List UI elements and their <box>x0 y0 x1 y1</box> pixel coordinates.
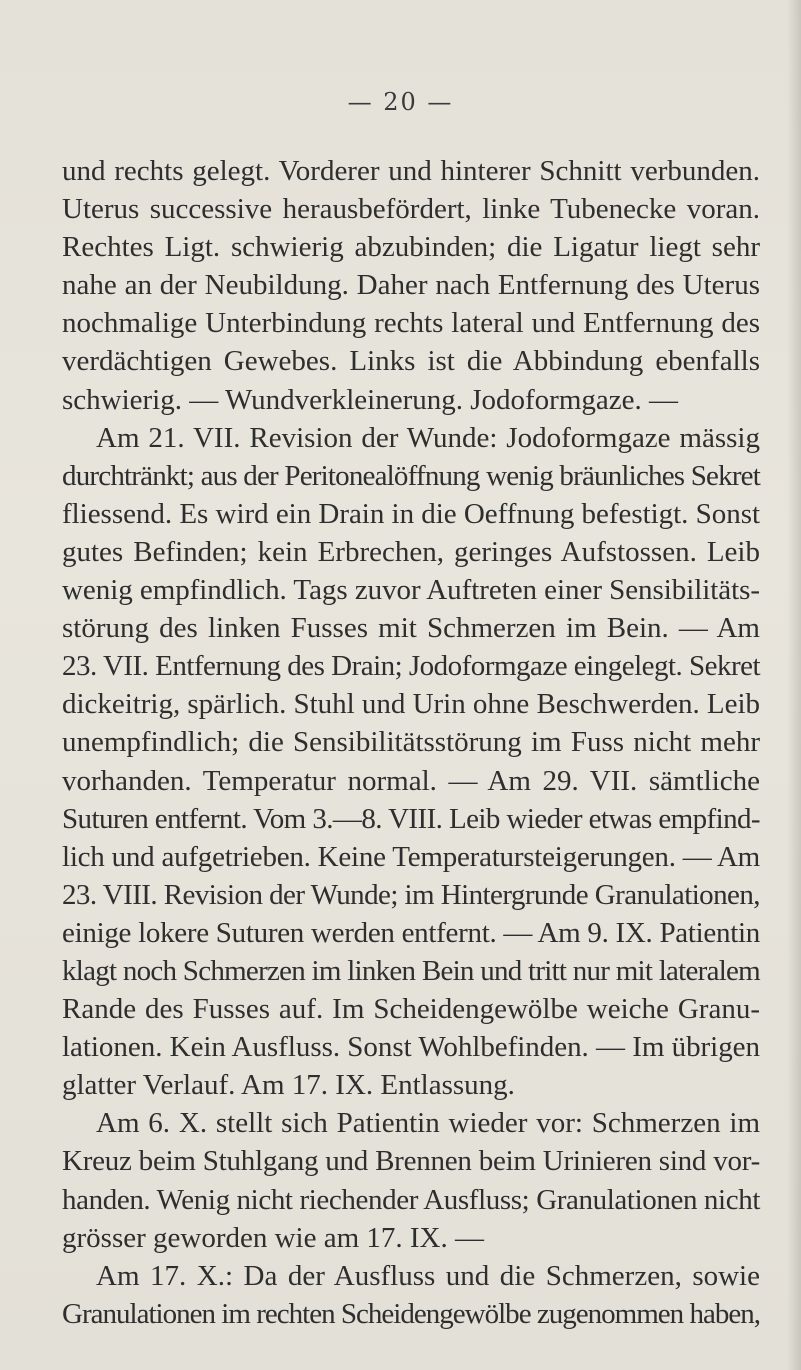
text-line: wenig empfindlich. Tags zuvor Auftreten einer Sensibilitäts- <box>62 574 760 607</box>
text-line: grösser geworden wie am 17. IX. — <box>62 1221 485 1254</box>
text-line: 23. VIII. Revision der Wunde; im Hintergrunde Granulationen, <box>62 878 760 911</box>
text-line: verdächtigen Gewebes. Links ist die Abbindung ebenfalls <box>62 345 760 378</box>
text-line: schwierig. — Wundverkleinerung. Jodoformgaze. — <box>62 383 678 416</box>
text-line: Rande des Fusses auf. Im Scheidengewölbe weiche Granu- <box>62 993 760 1026</box>
page-edge-shadow <box>787 0 801 1370</box>
text-line: durchtränkt; aus der Peritonealöffnung wenig bräunliches Sekret <box>62 459 761 492</box>
text-line: Am 21. VII. Revision der Wunde: Jodoformgaze mässig <box>96 421 760 454</box>
text-line: Am 17. X.: Da der Ausfluss und die Schmerzen, sowie <box>96 1259 760 1292</box>
text-line: glatter Verlauf. Am 17. IX. Entlassung. <box>62 1069 515 1102</box>
text-line: Rechtes Ligt. schwierig abzubinden; die Ligatur liegt sehr <box>62 231 760 264</box>
text-line: und rechts gelegt. Vorderer und hinterer Schnitt verbunden. <box>62 155 760 187</box>
text-line: unempfindlich; die Sensibilitätsstörung im Fuss nicht mehr <box>62 726 760 759</box>
body-text <box>62 152 760 1333</box>
text-line: lich und aufgetrieben. Keine Temperatursteigerungen. — Am <box>62 840 760 873</box>
text-line: dickeitrig, spärlich. Stuhl und Urin ohne Beschwerden. Leib <box>62 688 760 721</box>
text-line: nahe an der Neubildung. Daher nach Entfernung des Uterus <box>62 269 760 302</box>
text-line: Granulationen im rechten Scheidengewölbe zugenommen haben, <box>62 1297 760 1330</box>
text-line: Kreuz beim Stuhlgang und Brennen beim Urinieren sind vor- <box>62 1145 760 1178</box>
text-line: fliessend. Es wird ein Drain in die Oeffnung befestigt. Sonst <box>62 497 760 530</box>
text-line: Uterus successive herausbefördert, linke Tubenecke voran. <box>62 193 760 226</box>
text-line: Am 6. X. stellt sich Patientin wieder vor: Schmerzen im <box>96 1107 760 1140</box>
text-line: Suturen entfernt. Vom 3.—8. VIII. Leib wieder etwas empfind- <box>62 802 760 835</box>
text-line: handen. Wenig nicht riechender Ausfluss; Granulationen nicht <box>62 1183 760 1216</box>
text-line: nochmalige Unterbindung rechts lateral und Entfernung des <box>62 307 760 340</box>
text-line: lationen. Kein Ausfluss. Sonst Wohlbefinden. — Im übrigen <box>62 1031 760 1064</box>
text-line: 23. VII. Entfernung des Drain; Jodoformgaze eingelegt. Sekret <box>62 650 761 683</box>
text-line: vorhanden. Temperatur normal. — Am 29. VII. sämtliche <box>62 764 760 797</box>
text-line: klagt noch Schmerzen im linken Bein und tritt nur mit lateralem <box>62 954 760 987</box>
text-line: einige lokere Suturen werden entfernt. — Am 9. IX. Patientin <box>62 916 760 949</box>
page-number: — 20 — <box>347 88 454 116</box>
text-line: störung des linken Fusses mit Schmerzen im Bein. — Am <box>62 612 760 645</box>
text-line: gutes Befinden; kein Erbrechen, geringes Aufstossen. Leib <box>62 535 760 568</box>
